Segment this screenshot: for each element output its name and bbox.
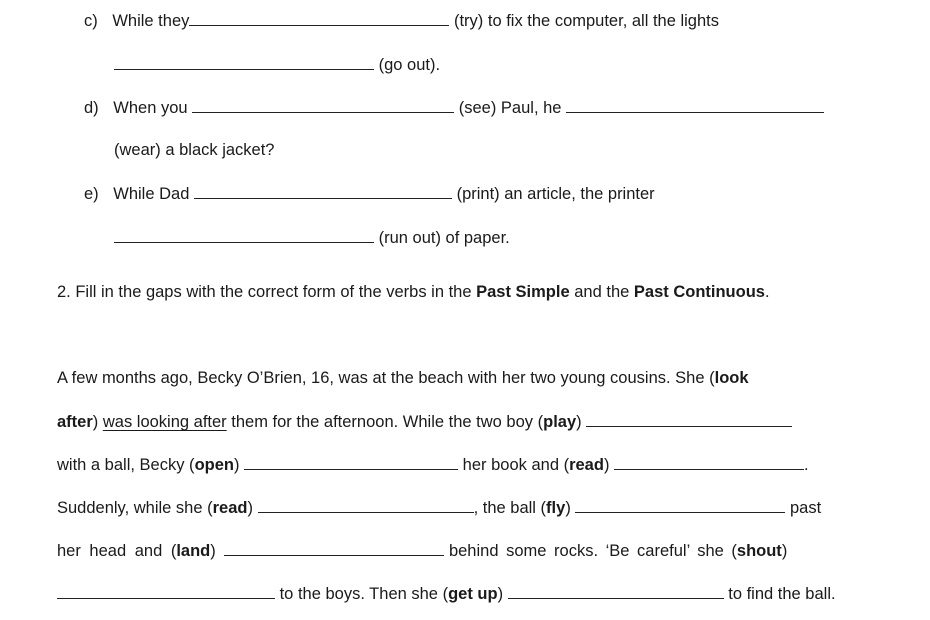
story-text: ) <box>497 585 504 603</box>
story-text: A few months ago, Becky O’Brien, 16, was at the beach with her two young cousins. She ( <box>57 369 715 387</box>
instruction-text: and the <box>569 283 634 301</box>
verb-cue: read <box>212 499 248 517</box>
verb-cue: read <box>569 456 604 474</box>
item-text: (try) to fix the computer, all the lights <box>453 12 719 30</box>
story-text: ) <box>210 542 216 560</box>
item-text: (go out). <box>378 56 441 74</box>
answer-blank[interactable] <box>258 497 474 513</box>
item-c-line1 <box>84 10 719 31</box>
answer-blank[interactable] <box>192 97 454 113</box>
item-d-line1 <box>84 97 824 118</box>
item-text: (run out) of paper. <box>378 229 510 247</box>
tense-past-simple: Past Simple <box>476 283 570 301</box>
answer-blank[interactable] <box>614 454 804 470</box>
story-text: ) <box>92 413 103 431</box>
story-text: to the boys. Then she ( <box>279 585 449 603</box>
item-e-line2 <box>114 227 510 248</box>
story-line-4 <box>57 497 821 518</box>
answer-blank[interactable] <box>189 10 449 26</box>
verb-cue: fly <box>546 499 566 517</box>
tense-past-continuous: Past Continuous <box>633 283 765 301</box>
item-text: While they <box>112 12 190 30</box>
item-text: (wear) a black jacket? <box>114 141 275 159</box>
answer-blank[interactable] <box>114 54 374 70</box>
story-text: past <box>790 499 822 517</box>
item-label: c) <box>84 12 98 30</box>
item-label: d) <box>84 99 99 117</box>
story-line-6 <box>57 583 836 604</box>
story-text: ) <box>565 499 571 517</box>
story-text: , the ball ( <box>473 499 547 517</box>
story-text: ) <box>603 456 610 474</box>
verb-cue: after <box>57 413 93 431</box>
story-text: ) <box>233 456 240 474</box>
item-text: When you <box>113 99 188 117</box>
answer-blank[interactable] <box>244 454 458 470</box>
verb-cue: look <box>714 369 749 387</box>
story-text: ) <box>576 413 582 431</box>
item-c-line2 <box>114 54 440 75</box>
verb-cue: get up <box>448 585 498 603</box>
answer-blank[interactable] <box>57 583 275 599</box>
story-text: . <box>804 456 809 474</box>
story-text: her head and ( <box>57 542 177 560</box>
item-text: While Dad <box>113 185 190 203</box>
verb-cue: land <box>176 542 211 560</box>
example-answer: was looking after <box>102 413 227 431</box>
instruction-text: . <box>764 283 770 301</box>
exercise-2-instruction <box>57 282 770 302</box>
story-line-5 <box>57 540 787 561</box>
answer-blank[interactable] <box>575 497 785 513</box>
story-text: her book and ( <box>462 456 570 474</box>
answer-blank[interactable] <box>224 540 444 556</box>
story-line-3 <box>57 454 809 475</box>
verb-cue: open <box>194 456 234 474</box>
verb-cue: shout <box>736 542 782 560</box>
story-line-1 <box>57 368 749 388</box>
story-line-2 <box>57 411 792 432</box>
item-text: (see) Paul, he <box>458 99 562 117</box>
story-text: to find the ball. <box>728 585 836 603</box>
verb-cue: play <box>543 413 577 431</box>
item-text: (print) an article, the printer <box>456 185 655 203</box>
story-text: them for the afternoon. While the two boy ( <box>226 413 544 431</box>
item-d-line2 <box>114 140 274 160</box>
story-text: Suddenly, while she ( <box>57 499 213 517</box>
answer-blank[interactable] <box>508 583 724 599</box>
answer-blank[interactable] <box>114 227 374 243</box>
item-e-line1 <box>84 183 655 204</box>
instruction-text: 2. Fill in the gaps with the correct form of the verbs in the <box>57 283 477 301</box>
story-text: with a ball, Becky ( <box>57 456 195 474</box>
story-text: ) <box>781 542 788 560</box>
item-label: e) <box>84 185 99 203</box>
answer-blank[interactable] <box>194 183 452 199</box>
answer-blank[interactable] <box>586 411 792 427</box>
answer-blank[interactable] <box>566 97 824 113</box>
story-text: ) <box>247 499 253 517</box>
story-text: behind some rocks. ‘Be careful’ she ( <box>448 542 737 560</box>
